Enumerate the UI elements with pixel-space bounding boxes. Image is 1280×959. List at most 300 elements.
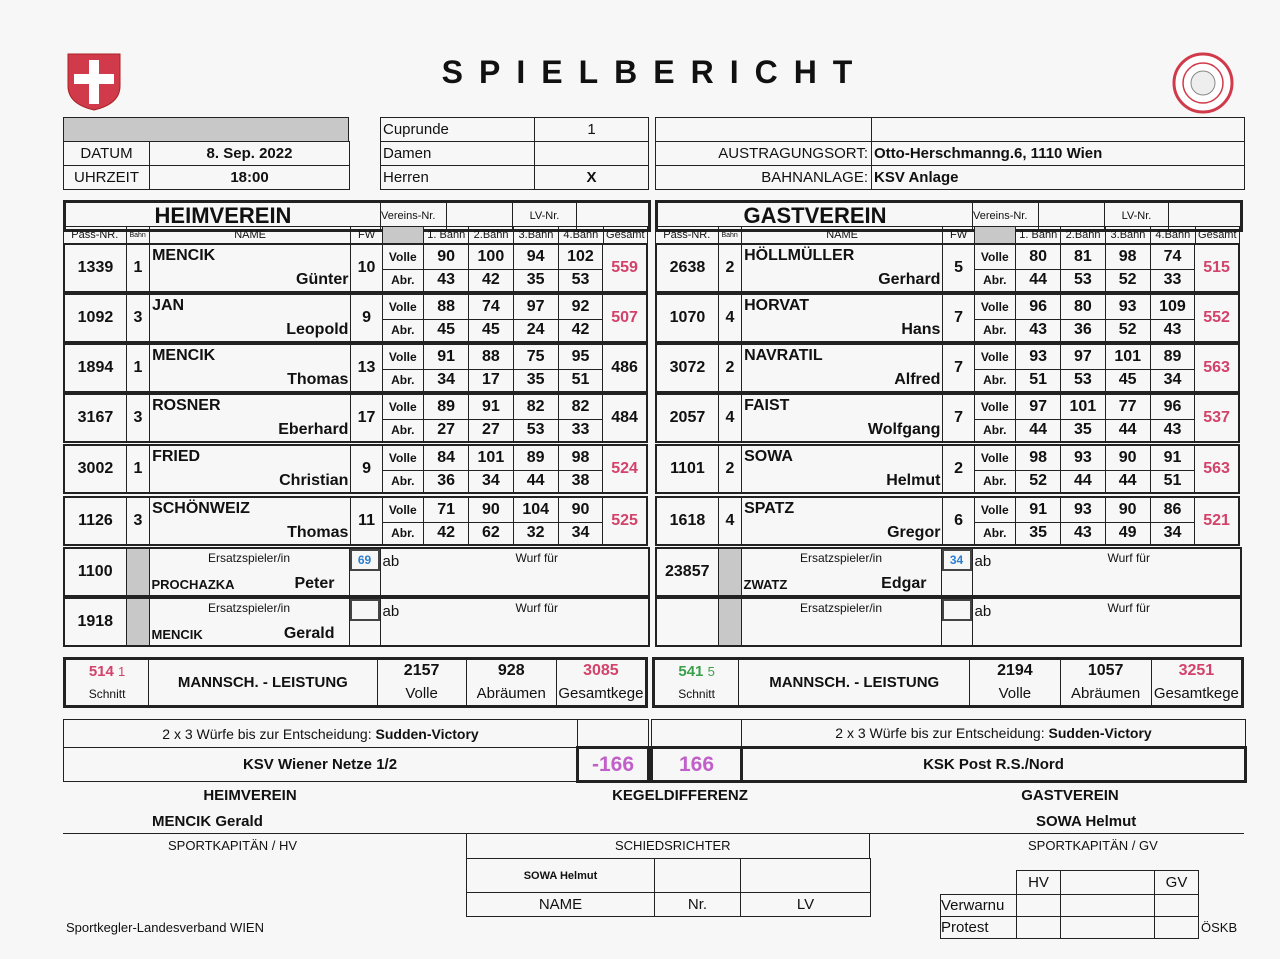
uhrzeit-value: 18:00 xyxy=(150,166,350,190)
guest-player-firstname: Alfred xyxy=(894,371,941,388)
guest-abr-label: Abr. xyxy=(974,319,1015,342)
guest-team-abraeumen-label: Abräumen xyxy=(1060,683,1151,707)
home-volle-1: 89 xyxy=(423,394,468,419)
guest-abr-4: 43 xyxy=(1150,319,1194,342)
guest-player-total: 563 xyxy=(1195,344,1239,392)
guest-player-name-cell xyxy=(742,394,943,442)
guest-abr-3: 52 xyxy=(1105,319,1150,342)
guest-abr-label: Abr. xyxy=(974,522,1015,545)
home-sub-pass: 1918 xyxy=(64,598,126,646)
cup-label: Cuprunde xyxy=(381,118,535,142)
home-volle-label: Volle xyxy=(382,344,423,369)
guest-player-name-cell xyxy=(742,294,943,342)
home-abr-4: 42 xyxy=(558,319,602,342)
kapitaen-gv-label: SPORTKAPITÄN / GV xyxy=(1028,838,1158,853)
home-abr-4: 38 xyxy=(558,470,602,493)
home-player-pass: 3002 xyxy=(64,445,126,493)
guest-abr-3: 44 xyxy=(1105,470,1150,493)
guest-sub-ab: ab xyxy=(974,603,992,620)
home-col-gesamt: Gesamt xyxy=(603,227,647,244)
home-sub-wurf xyxy=(350,599,380,621)
schiedsrichter-label: SCHIEDSRICHTER xyxy=(615,838,731,853)
referee-nr-label: Nr. xyxy=(655,893,741,917)
guest-player-lastname: HORVAT xyxy=(744,297,809,314)
sudden-value: Sudden-Victory xyxy=(375,725,479,742)
home-player-name-cell xyxy=(150,445,351,493)
home-player-row xyxy=(63,293,648,343)
home-abr-2: 27 xyxy=(469,419,513,442)
home-player-name-cell xyxy=(150,394,351,442)
guest-sub-info xyxy=(972,598,1241,646)
guest-sub-wurf xyxy=(942,599,972,621)
guest-player-bahn: 4 xyxy=(718,497,741,545)
home-player-firstname: Thomas xyxy=(287,524,349,541)
guest-team-abraeumen: 1057 xyxy=(1060,659,1151,683)
guest-substitute-row xyxy=(655,547,1242,597)
guest-abr-1: 52 xyxy=(1015,470,1060,493)
protest-table xyxy=(940,870,1199,939)
home-sub-wurf-fuer: Wurf für xyxy=(515,551,558,565)
footer-right: ÖSKB xyxy=(1201,920,1238,935)
sudden-text-guest: 2 x 3 Würfe bis zur Entscheidung: xyxy=(835,725,1045,741)
home-player-pass: 1126 xyxy=(64,497,126,545)
guest-abr-4: 33 xyxy=(1150,269,1194,292)
home-sub-info xyxy=(380,548,649,596)
home-abr-3: 35 xyxy=(513,269,558,292)
guest-volle-4: 74 xyxy=(1150,244,1194,269)
guest-player-row xyxy=(655,343,1240,393)
category-table xyxy=(380,117,649,190)
guest-col-b1: 1. Bahn xyxy=(1016,227,1061,244)
home-sub-wurf: 69 xyxy=(350,549,380,571)
guest-player-bahn: 4 xyxy=(718,294,741,342)
home-abr-2: 45 xyxy=(469,319,513,342)
guest-summary-table xyxy=(652,657,1244,708)
bahn-label: BAHNANLAGE: xyxy=(656,166,872,190)
home-sub-pass: 1100 xyxy=(64,548,126,596)
cup-value: 1 xyxy=(535,118,649,142)
guest-player-total: 537 xyxy=(1195,394,1239,442)
home-player-bahn: 1 xyxy=(126,344,149,392)
page-title: SPIELBERICHT xyxy=(441,54,869,90)
guest-team-gesamt-label: Gesamtkege xyxy=(1151,683,1242,707)
guest-player-total: 563 xyxy=(1195,445,1239,493)
home-abr-1: 42 xyxy=(423,522,468,545)
home-schnitt: 514 xyxy=(88,662,114,680)
home-sub-wurf-cell xyxy=(349,548,380,596)
guest-player-name-cell xyxy=(742,344,943,392)
guest-player-pass: 3072 xyxy=(656,344,718,392)
guest-team-volle-label: Volle xyxy=(970,683,1060,707)
guest-vereins-nr-label: Vereins-Nr. xyxy=(973,202,1039,231)
home-abr-3: 32 xyxy=(513,522,558,545)
home-abr-4: 53 xyxy=(558,269,602,292)
guest-volle-4: 96 xyxy=(1150,394,1194,419)
home-ersatz-label: Ersatzspieler/in xyxy=(207,551,291,565)
home-player-pass: 1092 xyxy=(64,294,126,342)
home-player-total: 484 xyxy=(603,394,647,442)
guest-player-fw: 6 xyxy=(943,497,974,545)
home-abr-3: 53 xyxy=(513,419,558,442)
guest-sub-wurf: 34 xyxy=(942,549,972,571)
home-player-pass: 3167 xyxy=(64,394,126,442)
home-abr-2: 17 xyxy=(469,369,513,392)
home-team-gesamt: 3085 xyxy=(556,659,646,683)
home-title: HEIMVEREIN xyxy=(65,202,381,231)
home-player-total: 524 xyxy=(603,445,647,493)
guest-sub-name-cell xyxy=(741,598,941,646)
home-sub-grey xyxy=(126,548,149,596)
home-abr-label: Abr. xyxy=(382,522,423,545)
guest-col-fw: FW xyxy=(943,227,974,244)
sudden-text: 2 x 3 Würfe bis zur Entscheidung: xyxy=(162,725,372,742)
guest-sub-pass xyxy=(656,598,718,646)
guest-player-pass: 1070 xyxy=(656,294,718,342)
guest-volle-4: 86 xyxy=(1150,497,1194,522)
home-abr-label: Abr. xyxy=(382,269,423,292)
guest-sub-name-cell xyxy=(741,548,941,596)
home-player-total: 507 xyxy=(603,294,647,342)
home-volle-3: 94 xyxy=(513,244,558,269)
home-substitute-row xyxy=(63,597,650,647)
protest-label: Protest xyxy=(941,917,1017,939)
home-player-lastname: MENCIK xyxy=(152,347,216,364)
guest-volle-1: 97 xyxy=(1015,394,1060,419)
guest-volle-1: 93 xyxy=(1015,344,1060,369)
guest-volle-4: 89 xyxy=(1150,344,1194,369)
guest-abr-2: 35 xyxy=(1061,419,1105,442)
guest-title: GASTVEREIN xyxy=(657,202,973,231)
home-sub-grey xyxy=(126,598,149,646)
home-volle-label: Volle xyxy=(382,445,423,470)
sudden-value-guest: Sudden-Victory xyxy=(1048,725,1152,741)
home-volle-label: Volle xyxy=(382,497,423,522)
guest-player-bahn: 2 xyxy=(718,445,741,493)
home-volle-4: 92 xyxy=(558,294,602,319)
home-volle-1: 84 xyxy=(423,445,468,470)
guest-substitute-row xyxy=(655,597,1242,647)
home-abr-2: 42 xyxy=(469,269,513,292)
home-abr-1: 27 xyxy=(423,419,468,442)
guest-schnitt-label: Schnitt xyxy=(654,683,739,707)
guest-player-firstname: Gregor xyxy=(887,524,941,541)
guest-volle-2: 93 xyxy=(1061,445,1105,470)
guest-abr-1: 35 xyxy=(1015,522,1060,545)
home-sub-ab: ab xyxy=(382,603,400,620)
guest-col-bahn: Bahn xyxy=(718,227,741,244)
home-sub-lastname: PROCHAZKA xyxy=(151,577,235,592)
vienna-coat-of-arms-icon xyxy=(66,52,122,112)
home-col-name: NAME xyxy=(149,227,351,244)
bahn-value: KSV Anlage xyxy=(872,166,1245,190)
home-volle-4: 82 xyxy=(558,394,602,419)
guest-abr-label: Abr. xyxy=(974,369,1015,392)
home-player-lastname: SCHÖNWEIZ xyxy=(152,500,250,517)
guest-volle-1: 98 xyxy=(1015,445,1060,470)
guest-player-fw: 7 xyxy=(943,394,974,442)
home-vereins-nr-label: Vereins-Nr. xyxy=(381,202,447,231)
home-volle-4: 95 xyxy=(558,344,602,369)
guest-volle-1: 91 xyxy=(1015,497,1060,522)
home-player-name-cell xyxy=(150,344,351,392)
guest-player-firstname: Gerhard xyxy=(878,271,941,288)
guest-ersatz-label: Ersatzspieler/in xyxy=(799,551,883,565)
guest-player-row xyxy=(655,393,1240,443)
guest-player-name-cell xyxy=(742,244,943,292)
referee-name-label: NAME xyxy=(467,893,655,917)
home-volle-4: 98 xyxy=(558,445,602,470)
gv-label: GV xyxy=(1155,871,1199,895)
guest-volle-label: Volle xyxy=(974,344,1015,369)
guest-player-lastname: FAIST xyxy=(744,397,790,414)
home-player-fw: 9 xyxy=(351,294,382,342)
guest-volle-3: 101 xyxy=(1105,344,1150,369)
guest-team-volle: 2194 xyxy=(970,659,1060,683)
home-abr-label: Abr. xyxy=(382,369,423,392)
datum-label: DATUM xyxy=(64,142,150,166)
guest-volle-3: 93 xyxy=(1105,294,1150,319)
home-player-pass: 1339 xyxy=(64,244,126,292)
guest-ersatz-label: Ersatzspieler/in xyxy=(799,601,883,615)
guest-abr-label: Abr. xyxy=(974,269,1015,292)
home-volle-3: 97 xyxy=(513,294,558,319)
home-volle-label: Volle xyxy=(382,294,423,319)
home-abr-1: 36 xyxy=(423,470,468,493)
guest-abr-2: 36 xyxy=(1061,319,1105,342)
guest-schnitt-n: 5 xyxy=(707,663,715,679)
guest-abr-label: Abr. xyxy=(974,419,1015,442)
guest-sub-wurf-cell xyxy=(941,548,972,596)
guest-volle-3: 98 xyxy=(1105,244,1150,269)
home-col-pass: Pass-NR. xyxy=(64,227,127,244)
home-abr-1: 43 xyxy=(423,269,468,292)
guest-player-name-cell xyxy=(742,497,943,545)
home-sub-info xyxy=(380,598,649,646)
guest-volle-3: 90 xyxy=(1105,445,1150,470)
home-team-volle: 2157 xyxy=(377,659,466,683)
home-sub-lastname: MENCIK xyxy=(151,627,203,642)
home-abr-3: 35 xyxy=(513,369,558,392)
guest-player-bahn: 2 xyxy=(718,244,741,292)
home-sub-name-cell xyxy=(149,598,349,646)
guest-col-gesamt: Gesamt xyxy=(1195,227,1239,244)
guest-player-row xyxy=(655,243,1240,293)
guest-player-fw: 7 xyxy=(943,344,974,392)
venue-table xyxy=(655,117,1245,190)
guest-volle-label: Volle xyxy=(974,394,1015,419)
guest-sub-grey xyxy=(718,598,741,646)
guest-volle-3: 90 xyxy=(1105,497,1150,522)
home-schnitt-label: Schnitt xyxy=(65,683,149,707)
guest-player-lastname: HÖLLMÜLLER xyxy=(744,247,855,264)
home-abr-3: 24 xyxy=(513,319,558,342)
home-volle-2: 90 xyxy=(469,497,513,522)
guest-abr-2: 53 xyxy=(1061,369,1105,392)
home-player-firstname: Christian xyxy=(279,472,349,489)
home-col-fw: FW xyxy=(351,227,382,244)
footer-left: Sportkegler-Landesverband WIEN xyxy=(66,920,264,935)
guest-volle-label: Volle xyxy=(974,244,1015,269)
home-player-fw: 9 xyxy=(351,445,382,493)
guest-player-firstname: Hans xyxy=(901,321,941,338)
guest-abr-3: 49 xyxy=(1105,522,1150,545)
guest-player-bahn: 2 xyxy=(718,344,741,392)
home-volle-label: Volle xyxy=(382,394,423,419)
guest-player-name-cell xyxy=(742,445,943,493)
guest-player-lastname: SOWA xyxy=(744,448,793,465)
home-player-firstname: Thomas xyxy=(287,371,349,388)
home-col-grey xyxy=(382,227,423,244)
home-captain-name: MENCIK Gerald xyxy=(152,813,263,830)
home-player-lastname: MENCIK xyxy=(152,247,216,264)
damen-value xyxy=(535,142,649,166)
guest-player-fw: 5 xyxy=(943,244,974,292)
home-player-firstname: Günter xyxy=(296,271,349,288)
home-sub-wurf-fuer: Wurf für xyxy=(515,601,558,615)
home-col-b4: 4.Bahn xyxy=(559,227,603,244)
damen-label: Damen xyxy=(381,142,535,166)
home-player-fw: 17 xyxy=(351,394,382,442)
home-substitute-row xyxy=(63,547,650,597)
home-volle-3: 104 xyxy=(513,497,558,522)
ort-value: Otto-Herschmanng.6, 1110 Wien xyxy=(872,142,1245,166)
home-schnitt-n: 1 xyxy=(118,663,126,679)
home-player-row xyxy=(63,496,648,546)
guest-abr-3: 45 xyxy=(1105,369,1150,392)
home-volle-3: 89 xyxy=(513,445,558,470)
guest-abr-3: 44 xyxy=(1105,419,1150,442)
ort-label: AUSTRAGUNGSORT: xyxy=(656,142,872,166)
guest-col-b3: 3.Bahn xyxy=(1105,227,1150,244)
guest-sub-lastname: ZWATZ xyxy=(743,577,788,592)
home-sub-firstname: Peter xyxy=(294,575,335,592)
guest-sub-info xyxy=(972,548,1241,596)
guest-player-firstname: Helmut xyxy=(886,472,941,489)
guest-sub-firstname: Edgar xyxy=(881,575,927,592)
guest-sub-pass: 23857 xyxy=(656,548,718,596)
home-abr-label: Abr. xyxy=(382,319,423,342)
guest-volle-2: 93 xyxy=(1061,497,1105,522)
guest-player-pass: 1618 xyxy=(656,497,718,545)
guest-volle-label: Volle xyxy=(974,445,1015,470)
home-volle-2: 74 xyxy=(469,294,513,319)
home-player-bahn: 3 xyxy=(126,497,149,545)
home-player-total: 486 xyxy=(603,344,647,392)
home-sub-wurf-cell xyxy=(349,598,380,646)
home-summary-table xyxy=(63,657,648,708)
kapitaen-hv-label: SPORTKAPITÄN / HV xyxy=(168,838,298,853)
home-abr-label: Abr. xyxy=(382,419,423,442)
guest-abr-1: 43 xyxy=(1015,319,1060,342)
verwarnung-label: Verwarnu xyxy=(941,895,1017,917)
home-player-total: 525 xyxy=(603,497,647,545)
guest-col-pass: Pass-NR. xyxy=(656,227,719,244)
home-volle-1: 71 xyxy=(423,497,468,522)
home-volle-2: 100 xyxy=(469,244,513,269)
guest-volle-1: 96 xyxy=(1015,294,1060,319)
home-volle-2: 88 xyxy=(469,344,513,369)
guest-mannsch-label: MANNSCH. - LEISTUNG xyxy=(739,659,970,707)
heimverein-caption: HEIMVEREIN xyxy=(203,787,297,804)
guest-abr-4: 34 xyxy=(1150,369,1194,392)
home-abr-4: 33 xyxy=(558,419,602,442)
home-volle-1: 91 xyxy=(423,344,468,369)
datum-value: 8. Sep. 2022 xyxy=(150,142,350,166)
home-abr-4: 34 xyxy=(558,522,602,545)
guest-abr-2: 44 xyxy=(1061,470,1105,493)
home-sudden-table xyxy=(63,719,650,783)
referee-name: SOWA Helmut xyxy=(467,859,655,893)
guest-player-pass: 2638 xyxy=(656,244,718,292)
home-player-fw: 11 xyxy=(351,497,382,545)
home-volle-4: 102 xyxy=(558,244,602,269)
home-volle-1: 88 xyxy=(423,294,468,319)
home-player-bahn: 3 xyxy=(126,294,149,342)
home-player-bahn: 3 xyxy=(126,394,149,442)
referee-divider xyxy=(466,833,870,859)
home-team-gesamt-label: Gesamtkege xyxy=(556,683,646,707)
home-sub-name-cell xyxy=(149,548,349,596)
guest-abr-4: 34 xyxy=(1150,522,1194,545)
guest-sub-grey xyxy=(718,548,741,596)
herren-label: Herren xyxy=(381,166,535,190)
guest-abr-1: 44 xyxy=(1015,269,1060,292)
home-col-bahn: Bahn xyxy=(126,227,149,244)
uhrzeit-label: UHRZEIT xyxy=(64,166,150,190)
guest-sub-wurf-fuer: Wurf für xyxy=(1107,551,1150,565)
guest-sudden-table xyxy=(650,719,1247,783)
guest-player-fw: 2 xyxy=(943,445,974,493)
guest-player-fw: 7 xyxy=(943,294,974,342)
home-mannsch-label: MANNSCH. - LEISTUNG xyxy=(149,659,377,707)
home-volle-2: 101 xyxy=(469,445,513,470)
guest-player-total: 515 xyxy=(1195,244,1239,292)
guest-volle-2: 97 xyxy=(1061,344,1105,369)
home-volle-4: 90 xyxy=(558,497,602,522)
hv-label: HV xyxy=(1017,871,1061,895)
guest-abr-label: Abr. xyxy=(974,470,1015,493)
home-ersatz-label: Ersatzspieler/in xyxy=(207,601,291,615)
guest-col-b4: 4.Bahn xyxy=(1151,227,1195,244)
oeskb-seal-icon xyxy=(1172,52,1234,114)
guest-abr-3: 52 xyxy=(1105,269,1150,292)
home-player-bahn: 1 xyxy=(126,244,149,292)
home-player-firstname: Eberhard xyxy=(278,421,349,438)
home-player-fw: 13 xyxy=(351,344,382,392)
home-player-name-cell xyxy=(150,244,351,292)
home-abr-label: Abr. xyxy=(382,470,423,493)
home-col-b1: 1. Bahn xyxy=(424,227,469,244)
home-lv-nr-label: LV-Nr. xyxy=(513,202,577,231)
home-abr-4: 51 xyxy=(558,369,602,392)
home-player-pass: 1894 xyxy=(64,344,126,392)
guest-team-gesamt: 3251 xyxy=(1151,659,1242,683)
guest-player-row xyxy=(655,293,1240,343)
home-team-abraeumen-label: Abräumen xyxy=(466,683,556,707)
home-player-row xyxy=(63,243,648,293)
guest-volle-1: 80 xyxy=(1015,244,1060,269)
home-volle-1: 90 xyxy=(423,244,468,269)
guest-abr-4: 51 xyxy=(1150,470,1194,493)
home-player-fw: 10 xyxy=(351,244,382,292)
home-player-name-cell xyxy=(150,294,351,342)
referee-lv-label: LV xyxy=(741,893,871,917)
home-abr-2: 34 xyxy=(469,470,513,493)
guest-sub-ab: ab xyxy=(974,553,992,570)
guest-volle-2: 81 xyxy=(1061,244,1105,269)
home-team-name: KSV Wiener Netze 1/2 xyxy=(64,748,578,782)
home-player-lastname: JAN xyxy=(152,297,185,314)
